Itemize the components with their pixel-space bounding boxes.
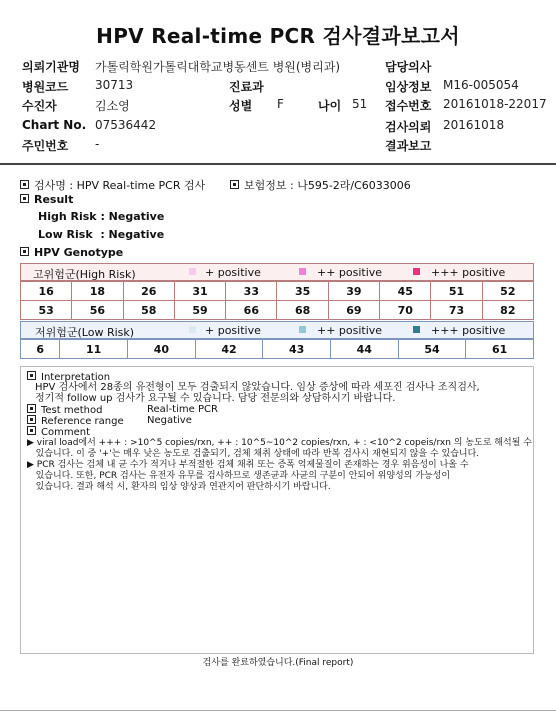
- high-risk-genotype-cell: 59: [174, 301, 225, 320]
- high-risk-genotype-cell: 69: [328, 301, 379, 320]
- low-legend-plus: + positive: [205, 324, 261, 337]
- low-risk-genotype-cell: 44: [330, 340, 398, 359]
- sex-value: F: [277, 97, 284, 111]
- hospital-code-value: 30713: [95, 78, 134, 92]
- high-risk-genotype-cell: 68: [277, 301, 328, 320]
- legend-plus: + positive: [205, 266, 261, 279]
- patient-label: 수진자: [22, 99, 57, 113]
- low-risk-genotype-cell: 54: [398, 340, 466, 359]
- header-divider: [0, 163, 556, 165]
- low-plus-swatch: [189, 326, 196, 333]
- comment-line-3: ▶ PCR 검사는 검체 내 균 수가 적거나 부적절한 검체 채취 또는 증폭 억제물질이 존재하는 경우 위음성이 나올 수: [27, 460, 469, 470]
- checkbox-icon: [27, 404, 36, 413]
- comment-line-1: ▶ viral load에서 +++ : >10^5 copies/rxn, ++ : 10^5~10^2 copies/rxn, + : <10^2 copeis/rxn 의 농도로 해석될 수: [27, 438, 532, 448]
- low-risk-genotype-cell: 6: [21, 340, 60, 359]
- clinical-info-label: 임상정보: [385, 80, 432, 94]
- comment-line-2: 있습니다. 이 중 '+'는 매우 낮은 농도로 검출되기, 검체 채취 상태에 따라 반복 검사시 재현되지 않을 수 있습니다.: [27, 449, 480, 459]
- interpretation-text-1: HPV 검사에서 28종의 유전형이 모두 검출되지 않았습니다. 임상 증상에 따라 세포진 검사나 조직검사,: [35, 382, 480, 393]
- high-risk-genotype-cell: 39: [328, 282, 379, 301]
- checkbox-icon: [20, 194, 29, 203]
- low-risk-genotype-row: [21, 340, 534, 359]
- hospital-code-label: 병원코드: [22, 80, 69, 94]
- insurance-line: [230, 177, 411, 193]
- high-risk-genotype-cell: 73: [431, 301, 482, 320]
- checkbox-icon: [27, 426, 36, 435]
- chart-no-label: Chart No.: [22, 118, 87, 132]
- high-risk-genotype-cell: 58: [123, 301, 174, 320]
- age-value: 51: [352, 97, 368, 111]
- legend-plus2: ++ positive: [317, 266, 383, 279]
- test-name: 검사명 : HPV Real-time PCR 검사: [34, 179, 206, 192]
- bottom-divider: [0, 710, 556, 711]
- resident-no-value: -: [95, 137, 100, 151]
- high-risk-genotype-cell: 53: [21, 301, 72, 320]
- comment-label: Comment: [41, 427, 90, 438]
- low-risk-genotype-cell: 43: [263, 340, 331, 359]
- high-risk-genotype-cell: 56: [72, 301, 123, 320]
- checkbox-icon: [27, 371, 36, 380]
- report-label: 결과보고: [385, 139, 432, 153]
- test-name-line: [20, 177, 205, 193]
- sex-label: 성별: [229, 99, 253, 113]
- genotype-heading: [20, 246, 123, 259]
- high-risk-genotype-cell: 33: [226, 282, 277, 301]
- high-risk-genotype-cell: 35: [277, 282, 328, 301]
- high-risk-table: [20, 281, 534, 320]
- low-risk-genotype-cell: 40: [128, 340, 196, 359]
- low-risk-genotype-cell: 61: [466, 340, 534, 359]
- high-risk-genotype-row: [21, 282, 534, 301]
- request-value: 20161018: [443, 118, 505, 132]
- department-label: 진료과: [229, 80, 264, 94]
- plus3-swatch: [413, 268, 420, 275]
- checkbox-icon: [20, 247, 29, 256]
- low-risk-table: [20, 339, 534, 359]
- low-risk-genotype-cell: 42: [195, 340, 263, 359]
- genotype-heading-text: HPV Genotype: [34, 246, 124, 259]
- doctor-label: 담당의사: [385, 60, 432, 74]
- low-risk-genotype-cell: 11: [60, 340, 128, 359]
- high-risk-genotype-row: [21, 301, 534, 320]
- institution-label: 의뢰기관명: [22, 60, 80, 74]
- reference-range-value: Negative: [147, 415, 192, 426]
- low-risk-header: [20, 321, 534, 339]
- high-risk-genotype-cell: 18: [72, 282, 123, 301]
- high-risk-genotype-cell: 31: [174, 282, 225, 301]
- plus2-swatch: [299, 268, 306, 275]
- high-risk-genotype-cell: 45: [380, 282, 431, 301]
- request-label: 검사의뢰: [385, 120, 432, 134]
- comment-row: [27, 426, 90, 438]
- final-report-note: 검사를 완료하였습니다.(Final report): [202, 658, 354, 668]
- institution-value: 가톨릭학원가톨릭대학교병동센트 병원(병리과): [95, 60, 341, 74]
- high-risk-genotype-cell: 52: [482, 282, 533, 301]
- report-title: HPV Real-time PCR 검사결과보고서: [96, 24, 460, 48]
- low-plus2-swatch: [299, 326, 306, 333]
- high-risk-genotype-cell: 26: [123, 282, 174, 301]
- test-method-label: Test method: [41, 405, 103, 416]
- high-risk-genotype-cell: 51: [431, 282, 482, 301]
- plus-swatch: [189, 268, 196, 275]
- high-risk-result: High Risk : Negative: [38, 210, 165, 223]
- interpretation-box: [20, 366, 534, 654]
- insurance-info: 보험정보 : 나595-2라/C6033006: [244, 179, 411, 192]
- high-risk-genotype-cell: 16: [21, 282, 72, 301]
- interpretation-heading-text: Interpretation: [41, 372, 111, 383]
- resident-no-label: 주민번호: [22, 139, 69, 153]
- result-heading: [20, 193, 73, 206]
- low-legend-plus3: +++ positive: [431, 324, 506, 337]
- low-risk-label: 저위험군(Low Risk): [35, 326, 135, 339]
- comment-line-4: 있습니다. 또한, PCR 검사는 유전자 유무를 검사하므로 생존균과 사균의 구분이 안되어 위양성의 가능성이: [27, 471, 451, 481]
- reference-range-label: Reference range: [41, 416, 124, 427]
- high-risk-genotype-cell: 66: [226, 301, 277, 320]
- test-method-value: Real-time PCR: [147, 404, 218, 415]
- legend-plus3: +++ positive: [431, 266, 506, 279]
- chart-no-value: 07536442: [95, 118, 157, 132]
- checkbox-icon: [20, 180, 29, 189]
- receipt-value: 20161018-22017: [443, 97, 547, 111]
- high-risk-genotype-cell: 82: [482, 301, 533, 320]
- clinical-info-value: M16-005054: [443, 78, 519, 92]
- receipt-label: 접수번호: [385, 99, 432, 113]
- low-plus3-swatch: [413, 326, 420, 333]
- low-legend-plus2: ++ positive: [317, 324, 383, 337]
- high-risk-genotype-cell: 70: [380, 301, 431, 320]
- patient-value: 김소영: [95, 99, 130, 113]
- low-risk-result: Low Risk : Negative: [38, 228, 165, 241]
- checkbox-icon: [230, 180, 239, 189]
- result-heading-text: Result: [34, 193, 74, 206]
- age-label: 나이: [318, 99, 342, 113]
- comment-line-5: 있습니다. 결과 해석 시, 환자의 임상 양상과 연관지어 판단하시기 바랍니다.: [27, 482, 331, 492]
- interpretation-text-2: 정기적 follow up 검사가 요구될 수 있습니다. 담당 전문의와 상담하시기 바랍니다.: [35, 393, 396, 404]
- checkbox-icon: [27, 415, 36, 424]
- high-risk-label: 고위험군(High Risk): [33, 268, 136, 281]
- high-risk-header: [20, 263, 534, 281]
